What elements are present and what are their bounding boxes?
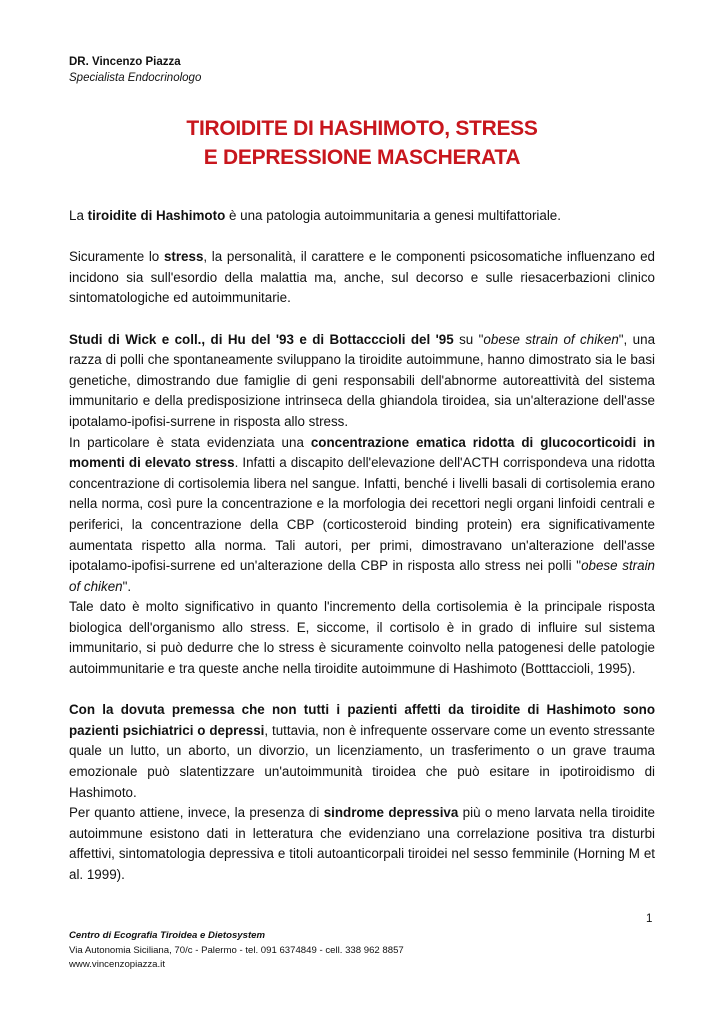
text: Per quanto attiene, invece, la presenza di bbox=[69, 805, 324, 821]
document-body bbox=[69, 206, 655, 886]
text: è una patologia autoimmunitaria a genesi multifattoriale. bbox=[225, 208, 561, 223]
bold-text: Studi di Wick e coll., di Hu del '93 e di Bottacccioli del '95 bbox=[69, 331, 454, 347]
footer-address: Via Autonomia Siciliana, 70/c - Palermo - tel. 091 6374849 - cell. 338 962 8857 bbox=[69, 944, 404, 956]
bold-text: stress bbox=[163, 249, 204, 265]
italic-text: obese strain of chiken bbox=[69, 558, 655, 594]
author-name: DR. Vincenzo Piazza bbox=[69, 56, 181, 68]
paragraph-glucocorticoids bbox=[69, 433, 655, 598]
paragraph-premise bbox=[69, 700, 655, 803]
text: In particolare è stata evidenziata una bbox=[69, 434, 311, 450]
author-header bbox=[69, 54, 201, 86]
text: ". bbox=[122, 578, 132, 594]
text: Sicuramente lo bbox=[69, 249, 164, 265]
footer-website[interactable]: www.vincenzopiazza.it bbox=[69, 959, 165, 970]
bold-text: concentrazione ematica ridotta di glucocorticoidi in momenti di elevato stress bbox=[69, 434, 655, 471]
page-footer bbox=[69, 929, 404, 973]
text: più o meno larvata nella tiroidite autoimmune esistono dati in letteratura che evidenziano una correlazione positiva tra disturbi affettivi, sintomatologia depressiva e titoli autoanticorpali tiroidei nel sesso femminile (Horning M et al. 1999). bbox=[69, 805, 656, 882]
text: La bbox=[69, 208, 88, 223]
page-number: 1 bbox=[646, 913, 653, 925]
paragraph-stress bbox=[69, 247, 655, 309]
bold-text: sindrome depressiva bbox=[323, 805, 459, 821]
italic-text: obese strain of chiken bbox=[483, 331, 619, 347]
title-line-2: E DEPRESSIONE MASCHERATA bbox=[203, 146, 521, 169]
paragraph-intro bbox=[69, 206, 655, 227]
text: . Infatti a discapito dell'elevazione dell'ACTH corrispondeva una ridotta concentrazione di cortisolemia libera nel sangue. Infatti, benché i livelli basali di cortisolemia erano nella norma, così pure la concentrazione e la morfologia dei recettori negli organi linfoidi centrali e periferici, la concentrazione della CBP (corticosteroid binding protein) era significativamente aumentata rispetto alla norma. Tali autori, per primi, dimostravano un'alterazione dell'asse ipotalamo-ipofisi-surrene ed un'alterazione della CBP in risposta allo stress nei polli " bbox=[69, 455, 655, 574]
title-line-1: TIROIDITE DI HASHIMOTO, STRESS bbox=[186, 117, 538, 140]
text: ", una razza di polli che spontaneamente sviluppano la tiroidite autoimmune, hanno dimostrato sia le basi genetiche, dimostrando due famiglie di geni responsabili dell'abnorme autoreattività del sistema immunitario e della predisposizione intrinseca della ghiandola tiroidea, sia un'alterazione dell'asse ipotalamo-ipofisi-surrene in risposta allo stress. bbox=[69, 331, 656, 429]
text: Tale dato è molto significativo in quanto l'incremento della cortisolemia è la principale risposta biologica dell'organismo allo stress. E, siccome, il cortisolo è in grado di influire sul sistema immunitario, si può dedurre che lo stress è sicuramente coinvolto nella patogenesi delle patologie autoimmunitarie e tra queste anche nella tiroidite autoimmune di Hashimoto (Botttaccioli, 1995). bbox=[69, 599, 655, 677]
author-role: Specialista Endocrinologo bbox=[69, 72, 202, 84]
text: , tuttavia, non è infrequente osservare come un evento stressante quale un lutto, un aborto, un divorzio, un licenziamento, un trasferimento o un grave trauma emozionale può slatentizzare un'autoimmunità tiroidea che può esitare in ipotiroidismo di Hashimoto. bbox=[69, 722, 655, 800]
paragraph-depression bbox=[69, 803, 655, 885]
bold-text: Con la dovuta premessa che non tutti i pazienti affetti da tiroidite di Hashimoto sono pazienti psichiatrici o depressi bbox=[69, 702, 655, 738]
paragraph-studies bbox=[69, 330, 655, 433]
text: su " bbox=[453, 331, 484, 347]
bold-text: tiroidite di Hashimoto bbox=[87, 208, 226, 223]
document-title bbox=[60, 114, 664, 172]
paragraph-cortisol bbox=[69, 597, 655, 679]
footer-centro: Centro di Ecografia Tiroidea e Dietosystem bbox=[69, 930, 266, 941]
text: , la personalità, il carattere e le componenti psicosomatiche influenzano ed incidono sia sull'esordio della malattia ma, anche, sul decorso e sulle riesacerbazioni clinico sintomatologiche ed autoimmunitarie. bbox=[69, 249, 655, 306]
